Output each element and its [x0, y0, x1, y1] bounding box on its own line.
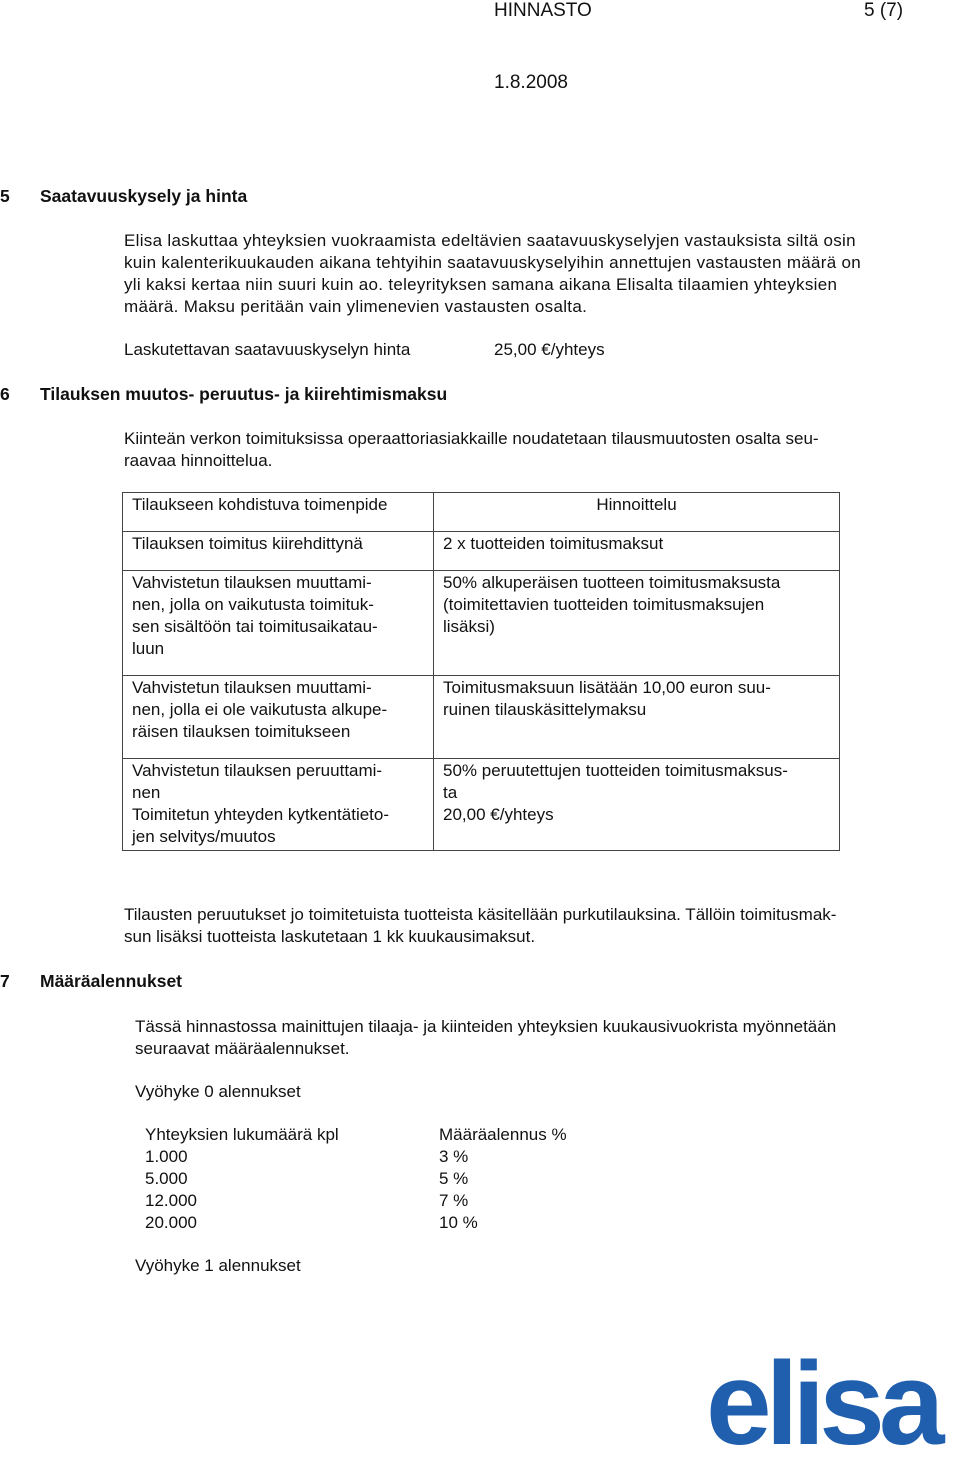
table-row — [123, 571, 840, 676]
section-7-heading — [0, 970, 182, 992]
discount-header-count: Yhteyksien lukumäärä kpl — [145, 1125, 339, 1144]
table-row — [123, 759, 840, 851]
elisa-logo — [706, 1348, 956, 1458]
document-date: 1.8.2008 — [494, 72, 568, 93]
pricing-table — [122, 492, 840, 851]
zone-1-label: Vyöhyke 1 alennukset — [135, 1256, 301, 1275]
discount-row: 20.000 10 % — [145, 1213, 478, 1232]
section-6-heading — [0, 383, 447, 405]
table-header-row — [123, 493, 840, 532]
page-number: 5 (7) — [864, 0, 904, 21]
paragraph-line: raavaa hinnoittelua. — [124, 451, 273, 470]
discount-header-row — [145, 1124, 567, 1146]
paragraph-line: kuin kalenterikuukauden aikana tehtyihin saatavuuskyselyihin annettujen vastausten määrä on — [124, 253, 862, 272]
price-value: 25,00 €/yhteys — [494, 340, 605, 359]
discount-row: 1.000 3 % — [145, 1147, 469, 1166]
action-cell: Vahvistetun tilauksen muuttami- nen, jolla on vaikutusta toimituk- sen sisältöön tai toimitusaikatau- luun — [123, 571, 434, 676]
document-title: HINNASTO — [494, 0, 592, 21]
section-number: 5 — [0, 186, 10, 206]
section-6-intro — [124, 428, 924, 472]
section-title: Tilauksen muutos- peruutus- ja kiirehtimismaksu — [40, 384, 448, 404]
discount-row: 12.000 7 % — [145, 1191, 469, 1210]
section-5-paragraph — [124, 230, 924, 318]
section-5-heading — [0, 185, 247, 207]
action-cell: Vahvistetun tilauksen muuttami- nen, jolla ei ole vaikutusta alkupe- räisen tilauksen toimitukseen — [123, 676, 434, 759]
paragraph-line: Elisa laskuttaa yhteyksien vuokraamista edeltävien saatavuuskyselyjen vastauksista siltä osin — [124, 231, 856, 250]
paragraph-line: Tilausten peruutukset jo toimitetuista tuotteista käsitellään purkutilauksina. Tällöin toimitusmak- — [124, 905, 837, 924]
section-title: Saatavuuskysely ja hinta — [40, 186, 248, 206]
discount-table — [145, 1124, 567, 1234]
action-cell: Vahvistetun tilauksen peruuttami- nen Toimitetun yhteyden kytkentätieto- jen selvitys/muutos — [123, 759, 434, 851]
price-cell: 50% alkuperäisen tuotteen toimitusmaksusta (toimitettavien tuotteiden toimitusmaksujen lisäksi) — [434, 571, 840, 676]
discount-row: 5.000 5 % — [145, 1169, 469, 1188]
paragraph-line: sun lisäksi tuotteista laskutetaan 1 kk kuukausimaksut. — [124, 927, 536, 946]
section-number: 7 — [0, 971, 10, 991]
paragraph-line: Kiinteän verkon toimituksissa operaattoriasiakkaille noudatetaan tilausmuutosten osalta seu- — [124, 429, 819, 448]
zone-0-label: Vyöhyke 0 alennukset — [135, 1082, 301, 1101]
section-number: 6 — [0, 384, 10, 404]
section-title: Määräalennukset — [40, 971, 183, 991]
price-cell: Toimitusmaksuun lisätään 10,00 euron suu- ruinen tilauskäsittelymaksu — [434, 676, 840, 759]
paragraph-line: määrä. Maksu peritään vain ylimenevien vastausten osalta. — [124, 297, 588, 316]
action-cell: Tilauksen toimitus kiirehdittynä — [123, 532, 434, 571]
price-label: Laskutettavan saatavuuskyselyn hinta — [124, 340, 411, 359]
paragraph-line: yli kaksi kertaa niin suuri kuin ao. teleyrityksen samana aikana Elisalta tilaamien yhteyksien — [124, 275, 838, 294]
table-row — [123, 676, 840, 759]
price-cell: 50% peruutettujen tuotteiden toimitusmaksus- ta 20,00 €/yhteys — [434, 759, 840, 851]
paragraph-line: seuraavat määräalennukset. — [135, 1039, 350, 1058]
section-6-note — [124, 904, 920, 948]
section-7-intro — [135, 1016, 925, 1060]
table-row — [123, 532, 840, 571]
paragraph-line: Tässä hinnastossa mainittujen tilaaja- ja kiinteiden yhteyksien kuukausivuokrista myönnetään — [135, 1017, 837, 1036]
svg-text:elisa: elisa — [706, 1348, 939, 1458]
header-cell-pricing: Hinnoittelu — [434, 493, 840, 532]
header-cell-action: Tilaukseen kohdistuva toimenpide — [123, 493, 434, 532]
discount-header-percent: Määräalennus % — [439, 1125, 567, 1144]
price-cell: 2 x tuotteiden toimitusmaksut — [434, 532, 840, 571]
